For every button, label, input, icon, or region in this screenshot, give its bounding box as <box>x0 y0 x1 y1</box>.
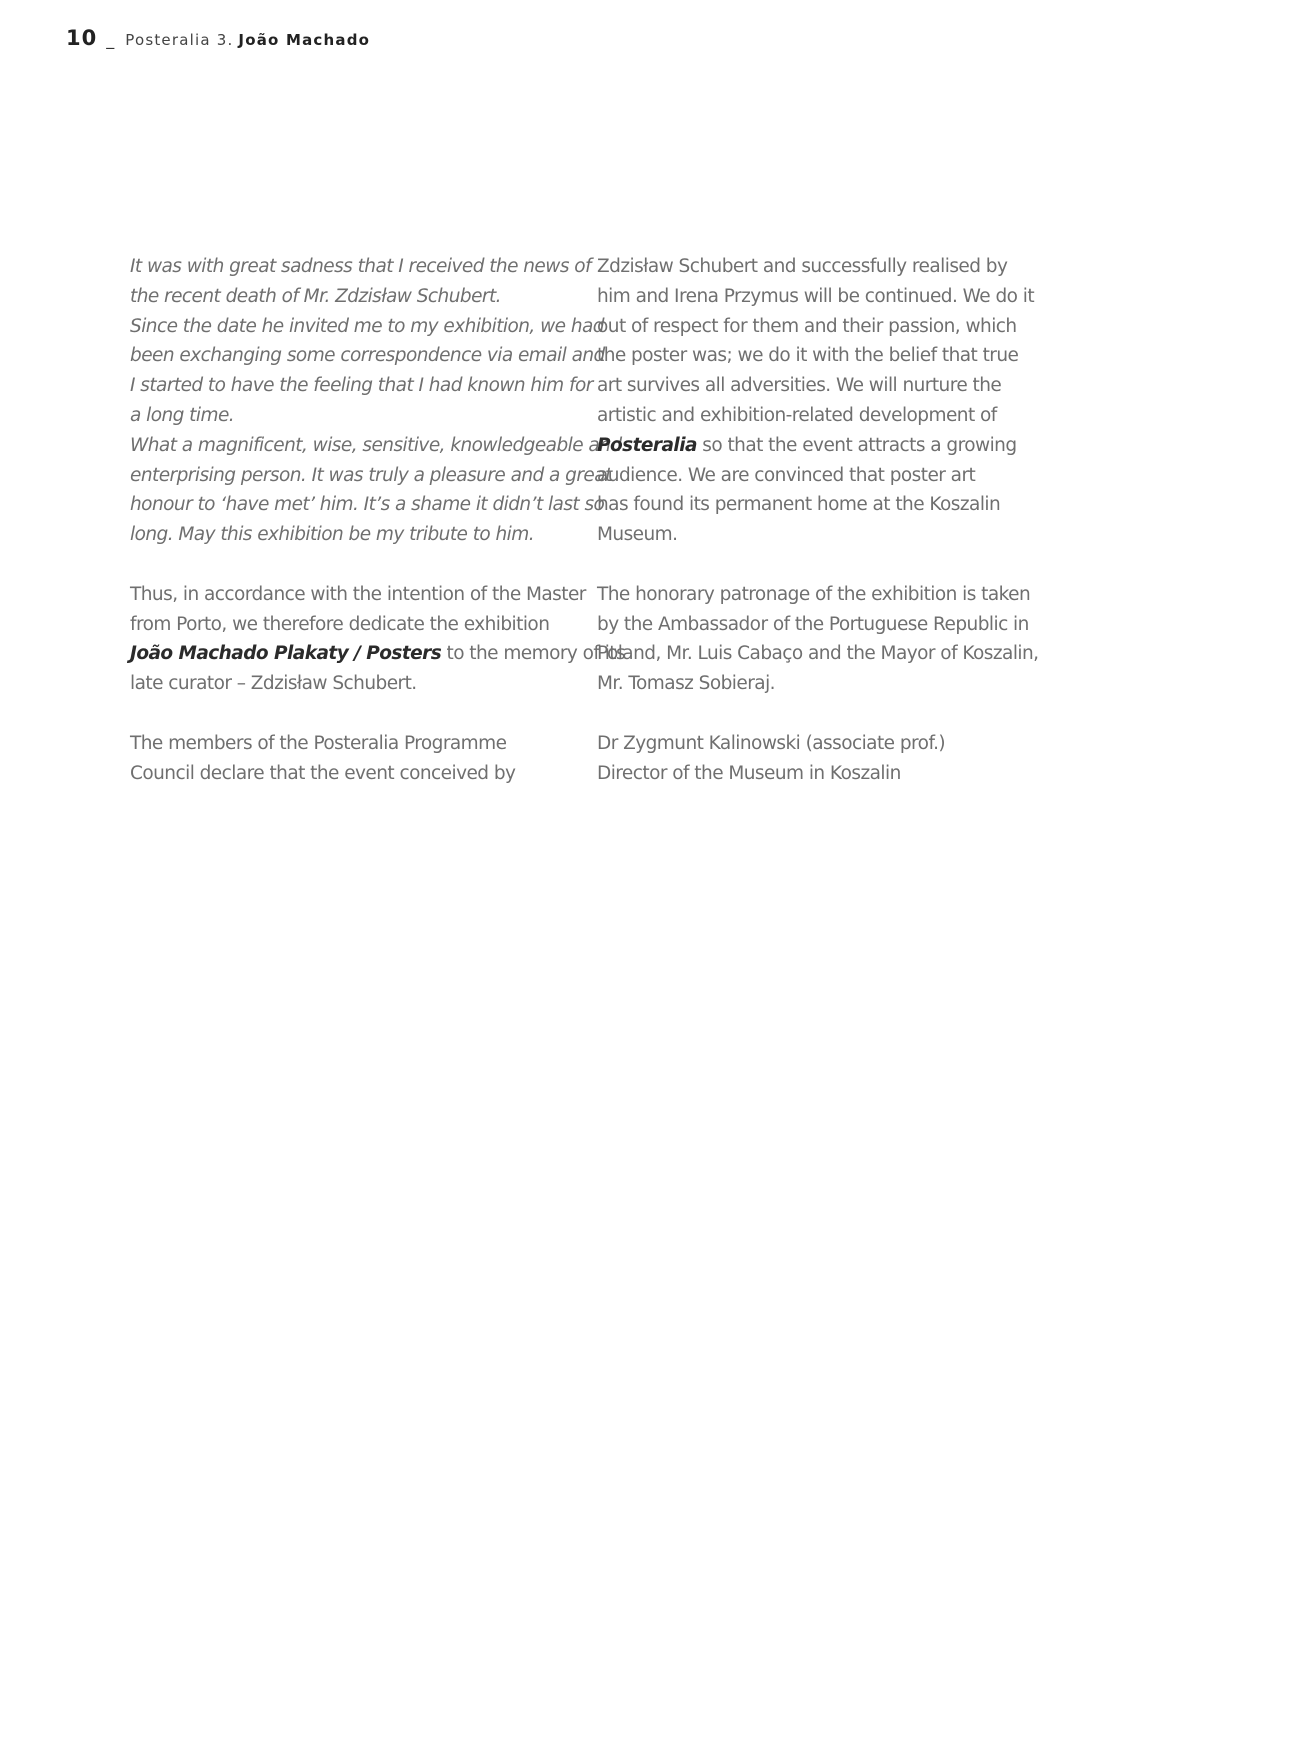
council-paragraph <box>130 729 585 789</box>
text-line: Poland, Mr. Luis Cabaço and the Mayor of Koszalin, <box>597 643 1039 665</box>
text-line: art survives all adversities. We will nurture the <box>597 375 1002 397</box>
text-line: What a magnificent, wise, sensitive, knowledgeable and <box>130 434 622 456</box>
signature-block <box>597 729 1052 789</box>
signature-title: Director of the Museum in Koszalin <box>597 762 901 784</box>
continuation-paragraph <box>597 252 1052 550</box>
text-line: It was with great sadness that I received the news of <box>130 256 591 277</box>
text-line: Museum. <box>597 524 678 546</box>
text-line: has found its permanent home at the Koszalin <box>597 494 1001 516</box>
patronage-paragraph <box>597 580 1052 699</box>
event-name: Posteralia <box>597 434 697 456</box>
publication-author: João Machado <box>238 31 371 49</box>
text-fragment: to the memory of its <box>441 643 626 665</box>
text-line <box>597 431 1052 461</box>
text-line: him and Irena Przymus will be continued. We do it <box>597 285 1035 307</box>
text-line: a long time. <box>130 404 235 426</box>
text-line: long. May this exhibition be my tribute to him. <box>130 524 535 546</box>
text-line: the poster was; we do it with the belief that true <box>597 345 1019 367</box>
text-line: Thus, in accordance with the intention of the Master <box>130 583 586 605</box>
text-line: The honorary patronage of the exhibition is taken <box>597 583 1031 605</box>
dedication-paragraph <box>130 580 626 699</box>
text-line: out of respect for them and their passion, which <box>597 315 1017 337</box>
text-line: Zdzisław Schubert and successfully realised by <box>597 256 1008 277</box>
right-column <box>597 252 1052 818</box>
header-separator: _ <box>106 30 115 49</box>
text-line: Since the date he invited me to my exhibition, we had <box>130 315 604 337</box>
text-line: late curator – Zdzisław Schubert. <box>130 673 417 695</box>
page-header <box>66 26 370 50</box>
left-column <box>130 252 626 818</box>
text-line: artistic and exhibition-related development of <box>597 404 997 426</box>
exhibition-title: João Machado Plakaty / Posters <box>130 643 442 665</box>
text-line: been exchanging some correspondence via email and <box>130 345 605 367</box>
text-line: The members of the Posteralia Programme <box>130 732 507 754</box>
text-line: Mr. Tomasz Sobieraj. <box>597 673 775 695</box>
text-line: I started to have the feeling that I had known him for <box>130 375 593 397</box>
text-line: from Porto, we therefore dedicate the exhibition <box>130 613 550 635</box>
text-line: honour to ‘have met’ him. It’s a shame it didn’t last so <box>130 494 605 516</box>
text-line: the recent death of Mr. Zdzisław Schubert. <box>130 285 502 307</box>
text-line: Council declare that the event conceived by <box>130 762 516 784</box>
text-line <box>130 639 626 669</box>
text-fragment: so that the event attracts a growing <box>696 434 1017 456</box>
text-line: audience. We are convinced that poster art <box>597 464 976 486</box>
text-line: by the Ambassador of the Portuguese Republic in <box>597 613 1029 635</box>
page-number: 10 <box>66 26 98 50</box>
publication-title: Posteralia 3. <box>125 31 234 49</box>
signature-name: Dr Zygmunt Kalinowski (associate prof.) <box>597 732 946 754</box>
quote-paragraph <box>130 252 622 550</box>
text-line: enterprising person. It was truly a pleasure and a great <box>130 464 612 486</box>
